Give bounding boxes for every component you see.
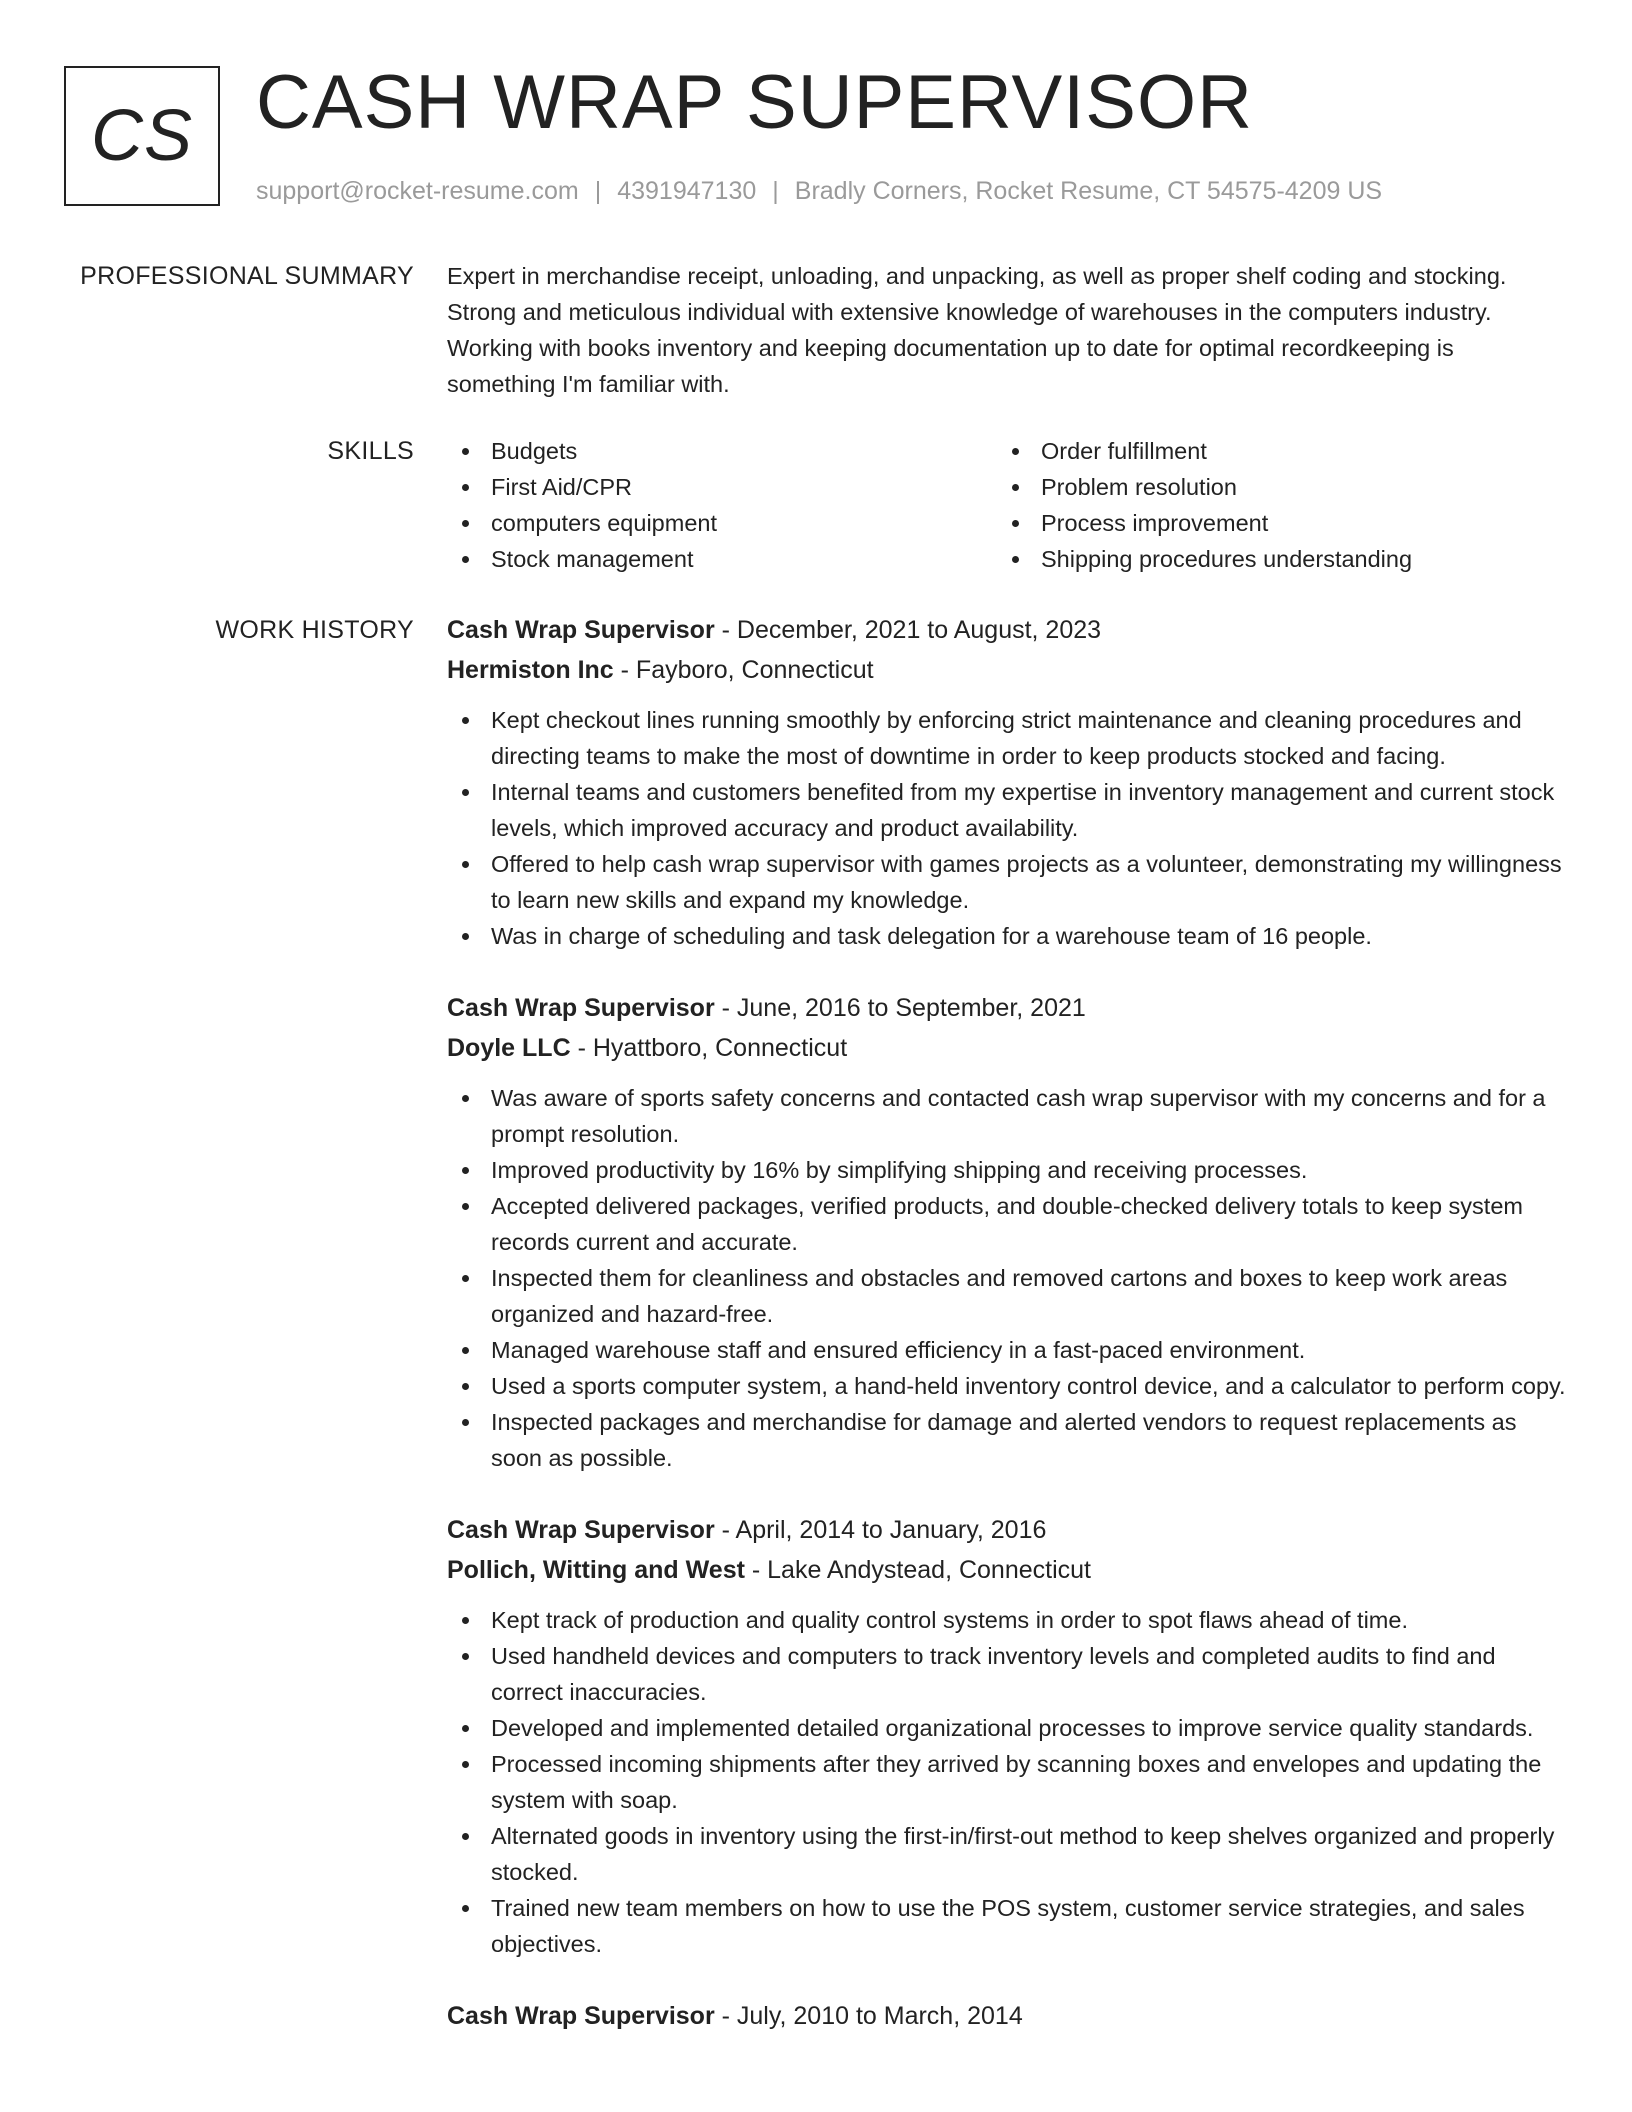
job-bullets bbox=[447, 702, 1567, 954]
contact-separator: | bbox=[772, 177, 779, 205]
job-bullet: Inspected packages and merchandise for damage and alerted vendors to request replacements as soon as possible. bbox=[447, 1404, 1567, 1476]
work-history-heading: WORK HISTORY bbox=[215, 616, 414, 644]
job-bullet: Used handheld devices and computers to track inventory levels and completed audits to find and correct inaccuracies. bbox=[447, 1638, 1567, 1710]
job-bullet: Internal teams and customers benefited from my expertise in inventory management and current stock levels, which improved accuracy and product availability. bbox=[447, 774, 1567, 846]
job-bullet: Improved productivity by 16% by simplifying shipping and receiving processes. bbox=[447, 1152, 1567, 1188]
job-title: Cash Wrap Supervisor bbox=[447, 2002, 715, 2030]
contact-address: Bradly Corners, Rocket Resume, CT 54575-4209 US bbox=[794, 177, 1383, 205]
skills-column-right bbox=[997, 433, 1412, 577]
skill-item: Shipping procedures understanding bbox=[997, 541, 1412, 577]
job-bullet: Kept track of production and quality control systems in order to spot flaws ahead of time. bbox=[447, 1602, 1567, 1638]
job-title-line bbox=[447, 988, 1567, 1028]
skill-item: Stock management bbox=[447, 541, 717, 577]
job-bullet: Trained new team members on how to use the POS system, customer service strategies, and sales objectives. bbox=[447, 1890, 1567, 1962]
job-entry bbox=[447, 1996, 1567, 2036]
job-bullet: Offered to help cash wrap supervisor with games projects as a volunteer, demonstrating my willingness to learn new skills and expand my knowledge. bbox=[447, 846, 1567, 918]
job-company-line bbox=[447, 1028, 1567, 1068]
job-location: - Fayboro, Connecticut bbox=[613, 656, 874, 684]
skill-item: First Aid/CPR bbox=[447, 469, 717, 505]
skills-heading: SKILLS bbox=[327, 437, 414, 465]
contact-email: support@rocket-resume.com bbox=[256, 177, 579, 205]
skills-body bbox=[447, 433, 1567, 583]
skills-column-left bbox=[447, 433, 717, 577]
work-history-body bbox=[447, 610, 1567, 2070]
job-title-line bbox=[447, 610, 1567, 650]
job-entry bbox=[447, 1510, 1567, 1962]
job-dates: - April, 2014 to January, 2016 bbox=[714, 1516, 1047, 1544]
job-bullets bbox=[447, 1080, 1567, 1476]
job-dates: - December, 2021 to August, 2023 bbox=[714, 616, 1102, 644]
skill-item: Process improvement bbox=[997, 505, 1412, 541]
skill-item: Problem resolution bbox=[997, 469, 1412, 505]
job-company: Pollich, Witting and West bbox=[447, 1556, 745, 1584]
job-bullet: Developed and implemented detailed organizational processes to improve service quality standards. bbox=[447, 1710, 1567, 1746]
job-entry bbox=[447, 988, 1567, 1476]
job-company-line bbox=[447, 650, 1567, 690]
skill-item: Order fulfillment bbox=[997, 433, 1412, 469]
job-bullet: Alternated goods in inventory using the first-in/first-out method to keep shelves organized and properly stocked. bbox=[447, 1818, 1567, 1890]
job-title: Cash Wrap Supervisor bbox=[447, 1516, 715, 1544]
contact-separator: | bbox=[594, 177, 602, 205]
job-location: - Lake Andystead, Connecticut bbox=[744, 1556, 1091, 1584]
skill-item: Budgets bbox=[447, 433, 717, 469]
job-dates: - June, 2016 to September, 2021 bbox=[714, 994, 1086, 1022]
summary-heading: PROFESSIONAL SUMMARY bbox=[80, 262, 414, 290]
job-bullet: Inspected them for cleanliness and obstacles and removed cartons and boxes to keep work areas organized and hazard-free. bbox=[447, 1260, 1567, 1332]
monogram-logo: CS bbox=[64, 66, 220, 206]
job-company: Hermiston Inc bbox=[447, 656, 614, 684]
job-company: Doyle LLC bbox=[447, 1034, 571, 1062]
job-title: Cash Wrap Supervisor bbox=[447, 616, 715, 644]
job-bullet: Managed warehouse staff and ensured efficiency in a fast-paced environment. bbox=[447, 1332, 1567, 1368]
job-dates: - July, 2010 to March, 2014 bbox=[714, 2002, 1023, 2030]
job-bullets bbox=[447, 1602, 1567, 1962]
job-bullet: Used a sports computer system, a hand-held inventory control device, and a calculator to perform copy. bbox=[447, 1368, 1567, 1404]
job-title: Cash Wrap Supervisor bbox=[447, 994, 715, 1022]
job-bullet: Was aware of sports safety concerns and contacted cash wrap supervisor with my concerns and for a prompt resolution. bbox=[447, 1080, 1567, 1152]
summary-body bbox=[447, 258, 1567, 402]
job-bullet: Accepted delivered packages, verified products, and double-checked delivery totals to keep system records current and accurate. bbox=[447, 1188, 1567, 1260]
job-bullet: Kept checkout lines running smoothly by enforcing strict maintenance and cleaning procedures and directing teams to make the most of downtime in order to keep products stocked and facing. bbox=[447, 702, 1567, 774]
job-bullet: Was in charge of scheduling and task delegation for a warehouse team of 16 people. bbox=[447, 918, 1567, 954]
contact-line bbox=[256, 174, 1382, 208]
job-bullet: Processed incoming shipments after they arrived by scanning boxes and envelopes and updating the system with soap. bbox=[447, 1746, 1567, 1818]
skill-item: computers equipment bbox=[447, 505, 717, 541]
page-title: CASH WRAP SUPERVISOR bbox=[256, 60, 1253, 145]
job-title-line bbox=[447, 1996, 1567, 2036]
job-entry bbox=[447, 610, 1567, 954]
contact-phone: 4391947130 bbox=[617, 177, 757, 205]
summary-text: Expert in merchandise receipt, unloading, and unpacking, as well as proper shelf coding and stocking. Strong and meticulous individual with extensive knowledge of warehouses in the computers industry. Working with books inventory and keeping documentation up to date for optimal recordkeeping is something I'm familiar with. bbox=[447, 263, 1507, 397]
job-location: - Hyattboro, Connecticut bbox=[570, 1034, 848, 1062]
job-title-line bbox=[447, 1510, 1567, 1550]
job-company-line bbox=[447, 1550, 1567, 1590]
